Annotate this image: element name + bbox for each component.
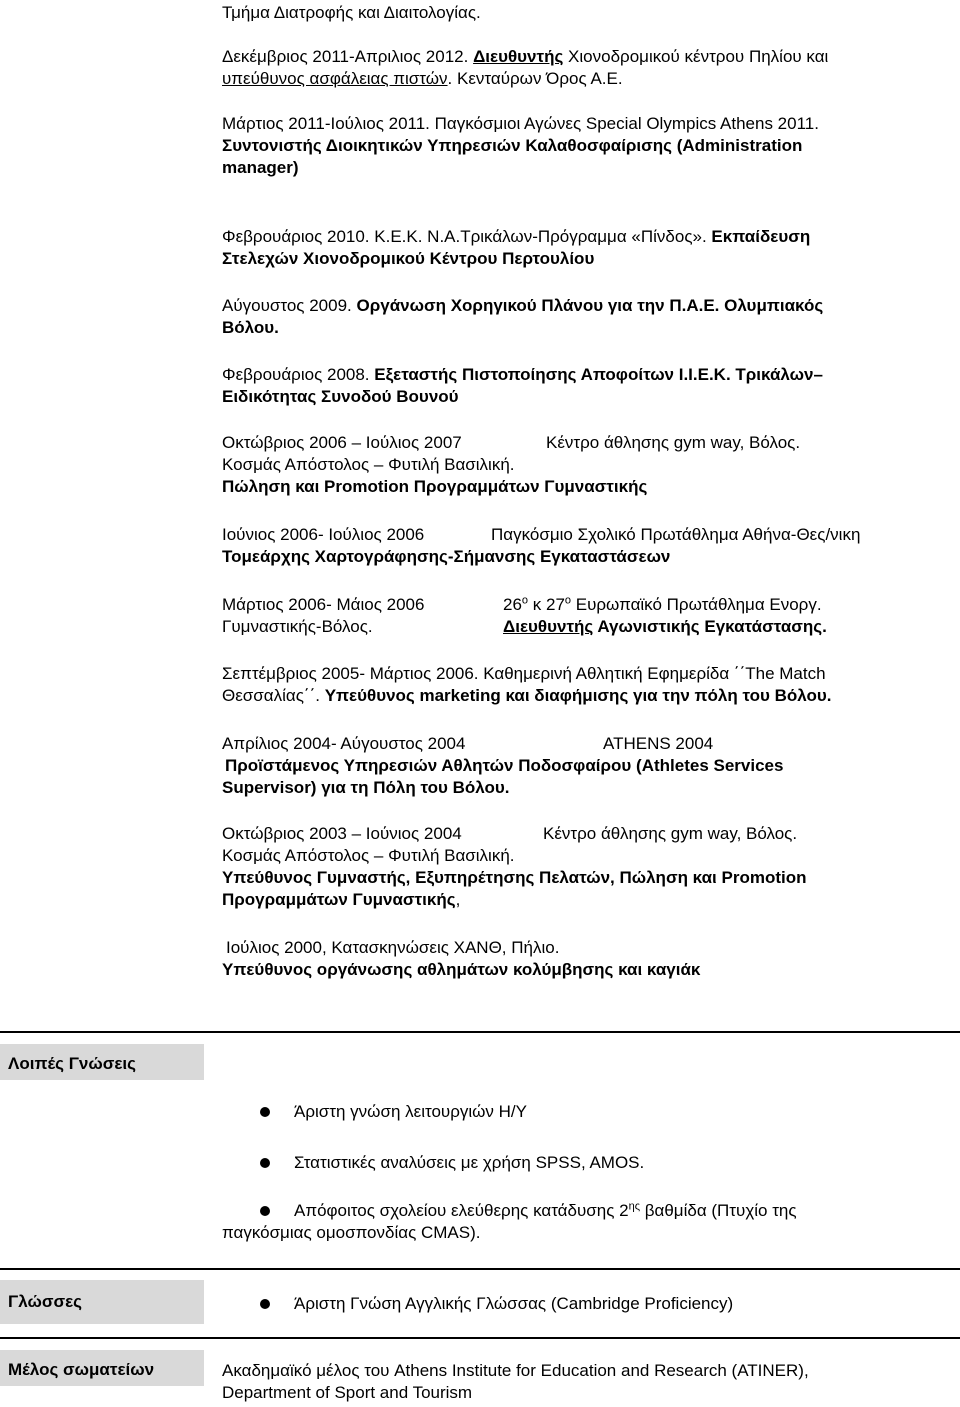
entry-date: Ιούνιος 2006- Ιούλιος 2006 [222,525,425,544]
entry-role: Διευθυντής [473,47,564,66]
membership-item: Ακαδημαϊκό μέλος του Athens Institute for Education and Research (ATINER), Department of Sport and Tourism [222,1361,809,1402]
section-heading: Μέλος σωματείων [8,1360,155,1379]
entry-org: Κέντρο άθλησης gym way, Βόλος. [543,824,798,843]
skill-item: Στατιστικές αναλύσεις με χρήση SPSS, AMOS. [294,1153,645,1172]
experience-entry [222,524,942,568]
entry-date: Δεκέμβριος 2011-Απριλιος 2012. [222,47,474,66]
experience-entry [222,594,942,638]
section-heading-box [0,1350,204,1386]
entry-role: Οργάνωση Χορηγικού Πλάνου για την Π.Α.Ε. Ολυμπιακός [356,296,824,315]
experience-entry [222,113,942,179]
bullet-icon [260,1299,270,1309]
entry-org: $26^o$ κ $27^o$ Ευρωπαϊκό Πρωτάθλημα Ενοργ. [503,594,822,614]
section-divider [0,1268,960,1270]
entry-date: Σεπτέμβριος 2005- Μάρτιος 2006. Καθημερινή Αθλητική Εφημερίδα ΄΄The Match [222,664,826,683]
experience-entry [222,364,942,408]
entry-role: Εξεταστής Πιστοποίησης Αποφοίτων Ι.Ι.Ε.Κ. Τρικάλων [374,365,814,384]
section-heading: Λοιπές Γνώσεις [8,1054,136,1073]
entry-employer: Κοσμάς Απόστολος – Φυτιλή Βασιλική. [222,455,515,474]
entry-date: Φεβρουάριος 2008. [222,365,375,384]
entry-org: Κέντρο άθλησης gym way, Βόλος. [546,433,801,452]
entry-date: Απρίλιος 2004- Αύγουστος 2004 [222,734,466,753]
entry-role: Διευθυντής Αγωνιστικής Εγκατάστασης. [503,617,827,636]
entry-role: manager) [222,158,299,177]
entry-date: Μάρτιος 2006- Μάιος 2006 [222,595,425,614]
entry-date: Μάρτιος 2011-Ιούλιος 2011. Παγκόσμιοι Αγώνες Special Olympics Athens 2011. [222,114,819,133]
entry-role: Βόλου. [222,318,279,337]
experience-entry [222,733,942,799]
entry-employer: Κοσμάς Απόστολος – Φυτιλή Βασιλική. [222,846,515,865]
bullet-icon [260,1158,270,1168]
entry-role: Συντονιστής Διοικητικών Υπηρεσιών Καλαθοσφαίρισης (Administration [222,136,803,155]
entry-org: Παγκόσμιο Σχολικό Πρωτάθλημα Αθήνα-Θες/νικη [491,525,861,544]
entry-role: Τομεάρχης Χαρτογράφησης-Σήμανσης Εγκαταστάσεων [222,547,671,566]
skill-item: Άριστη γνώση λειτουργιών Η/Υ [294,1102,527,1121]
entry-role: Υπεύθυνος marketing και διαφήμισης για την πόλη του Βόλου. [324,686,832,705]
entry-date: Αύγουστος 2009. [222,296,357,315]
experience-entry [222,432,942,502]
entry-role: Προγραμμάτων Γυμναστικής [222,890,456,909]
entry-org: . Κενταύρων Όρος Α.Ε. [447,69,623,88]
entry-date: Φεβρουάριος 2010. Κ.Ε.Κ. Ν.Α.Τρικάλων-Πρόγραμμα «Πίνδος». [222,227,712,246]
entry-date: Ιούλιος 2000, Κατασκηνώσεις ΧΑΝΘ, Πήλιο. [226,938,560,957]
experience-entry [222,663,942,707]
entry-org: Θεσσαλίας΄΄. [222,686,325,705]
entry-role: Ειδικότητας Συνοδού Βουνού [222,387,459,406]
entry-role: Στελεχών Χιονοδρομικού Κέντρου Περτουλίου [222,249,595,268]
experience-entry [222,823,942,911]
entry-org-detail: Γυμναστικής-Βόλος. [222,617,373,636]
section-divider [0,1031,960,1033]
experience-entry [222,226,942,270]
entry-org: Χιονοδρομικού κέντρου Πηλίου και [563,47,829,66]
language-item: Άριστη Γνώση Αγγλικής Γλώσσας (Cambridge Proficiency) [294,1294,734,1313]
entry-date: Οκτώβριος 2003 – Ιούνιος 2004 [222,824,462,843]
section-heading-box [0,1044,204,1080]
entry-role: Εκπαίδευση [711,227,811,246]
entry-role: Υπεύθυνος Γυμναστής, Εξυπηρέτησης Πελατών, Πώληση και Promotion [222,868,807,887]
entry-comma: , [455,890,461,909]
education-line: Τμήμα Διατροφής και Διαιτολογίας. [222,3,481,22]
skill-item: Απόφοιτος σχολείου ελεύθερης κατάδυσης $2^{\eta\varsigma}$ βαθμίδα (Πτυχίο της παγκόσμιας ομοσπονδίας CMAS). [222,1200,797,1242]
section-heading-box [0,1280,204,1324]
entry-role: Supervisor) για τη Πόλη του Βόλου. [222,778,510,797]
entry-role: Προϊστάμενος Υπηρεσιών Αθλητών Ποδοσφαίρου (Athletes Services [225,756,784,775]
experience-entry [222,295,942,339]
entry-org: ATHENS 2004 [603,734,714,753]
section-divider [0,1337,960,1339]
entry-role: Υπεύθυνος οργάνωσης αθλημάτων κολύμβησης και καγιάκ [222,960,701,979]
entry-role-detail: υπεύθυνος ασφάλειας πιστών [222,69,448,88]
experience-entry [222,46,942,90]
bullet-icon [260,1107,270,1117]
entry-dash: – [813,365,823,384]
entry-role: Πώληση και Promotion Προγραμμάτων Γυμναστικής [222,477,648,496]
section-heading: Γλώσσες [8,1292,82,1311]
entry-date: Οκτώβριος 2006 – Ιούλιος 2007 [222,433,462,452]
experience-entry [222,937,942,981]
